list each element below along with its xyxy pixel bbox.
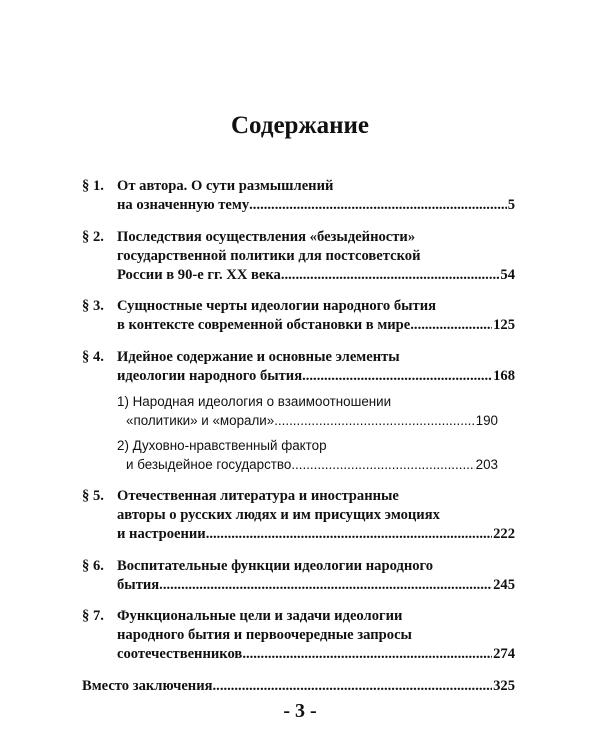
toc-entry-title: Воспитательные функции идеологии народного <box>117 558 434 574</box>
toc-entry-number: § 4. <box>82 349 104 365</box>
toc-entry-title: и безыдейное государство <box>126 457 292 472</box>
toc-entry-number: § 7. <box>82 608 104 624</box>
dot-leader <box>249 195 507 215</box>
toc-entry-title: Вместо заключения <box>82 678 213 694</box>
toc-entry-title: Идейное содержание и основные элементы <box>117 349 400 365</box>
toc-entry-title: авторы о русских людях и им присущих эмоциях <box>117 507 440 523</box>
toc-entry-title: идеологии народного бытия <box>117 368 303 384</box>
dot-leader <box>206 524 492 544</box>
toc-page-number: 54 <box>500 267 515 283</box>
toc-entry-number: § 2. <box>82 229 104 245</box>
toc-page-number: 325 <box>493 678 515 694</box>
toc-leader <box>126 455 498 475</box>
toc-leader <box>82 676 515 696</box>
toc-entry-title: в контексте современной обстановки в мире <box>117 317 411 333</box>
toc-leader <box>117 524 515 544</box>
toc-entry-number: § 6. <box>82 558 104 574</box>
toc-entry-title: От автора. О сути размышлений <box>117 178 334 194</box>
toc-entry-title: бытия <box>117 577 160 593</box>
toc-page-number: 190 <box>475 413 498 428</box>
toc-leader <box>117 644 515 664</box>
dot-leader <box>410 315 492 335</box>
dot-leader <box>213 676 493 696</box>
dot-leader <box>159 575 492 595</box>
toc-page-number: 274 <box>493 646 515 662</box>
dot-leader <box>281 265 500 285</box>
dot-leader <box>242 644 492 664</box>
toc-entry-title: Последствия осуществления «безыдейности» <box>117 229 416 245</box>
toc-entry-title: России в 90-е гг. ХХ века <box>117 267 281 283</box>
toc-leader <box>117 575 515 595</box>
toc-page-number: 168 <box>493 368 515 384</box>
toc-leader <box>117 195 515 215</box>
toc-entry-title: Сущностные черты идеологии народного бытия <box>117 298 437 314</box>
toc-entry-number: § 3. <box>82 298 104 314</box>
toc-entry-title: соотечественников <box>117 646 243 662</box>
toc-leader <box>117 265 515 285</box>
toc-page-number: 125 <box>493 317 515 333</box>
toc-entry-title: государственной политики для постсоветской <box>117 248 421 264</box>
toc-entry-number: § 5. <box>82 488 104 504</box>
page-title: Содержание <box>230 112 369 139</box>
toc-entry-title: Функциональные цели и задачи идеологии <box>117 608 403 624</box>
toc-entry-title: и настроении <box>117 526 206 542</box>
page-number: - 3 - <box>283 700 317 722</box>
toc-page-number: 203 <box>475 457 498 472</box>
toc-leader <box>126 411 498 431</box>
toc-entry-title: на означенную тему <box>117 197 250 213</box>
toc-entry-title: народного бытия и первоочередные запросы <box>117 627 412 643</box>
dot-leader <box>274 411 474 431</box>
toc-entry-title: 2) Духовно-нравственный фактор <box>117 438 327 453</box>
dot-leader <box>291 455 474 475</box>
toc-page-number: 245 <box>493 577 515 593</box>
toc-entry-title: 1) Народная идеология о взаимоотношении <box>117 394 392 409</box>
toc-entry-title: Отечественная литература и иностранные <box>117 488 399 504</box>
toc-leader <box>117 366 515 386</box>
toc-entry-title: «политики» и «морали» <box>126 413 275 428</box>
dot-leader <box>302 366 492 386</box>
toc-entry-number: § 1. <box>82 178 104 194</box>
toc-page-number: 5 <box>507 197 515 213</box>
toc-page-number: 222 <box>493 526 515 542</box>
toc-leader <box>117 315 515 335</box>
